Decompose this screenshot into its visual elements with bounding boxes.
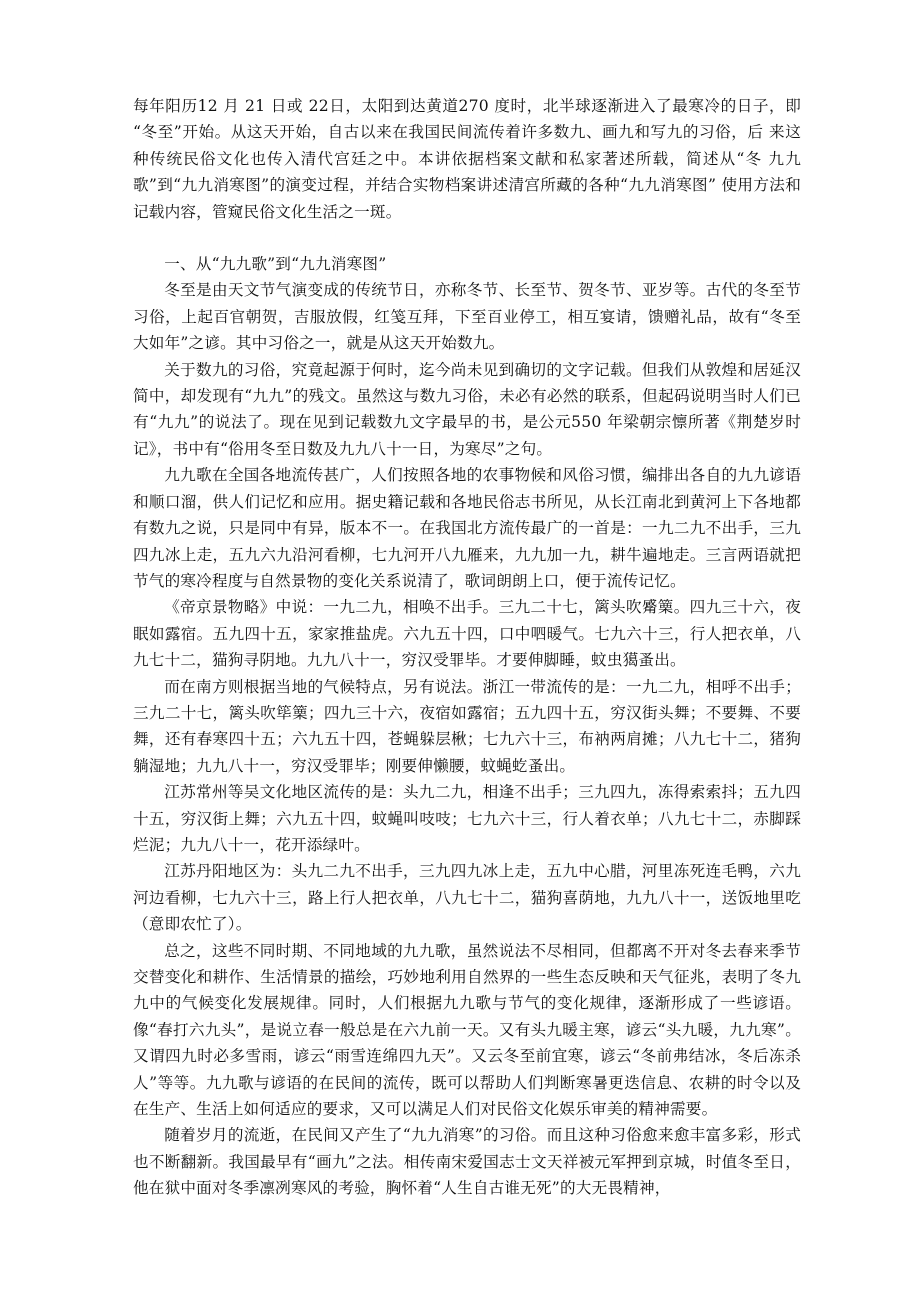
- body-paragraph: 江苏常州等吴文化地区流传的是：头九二九，相逢不出手；三九四九，冻得索索抖；五九四十五，穷汉街上舞；六九五十四，蚊蝇叫吱吱；七九六十三，行人着衣单；八九七十二，赤脚踩烂泥；九九八十一，花开添绿叶。: [133, 783, 801, 854]
- body-paragraph: 关于数九的习俗，究竟起源于何时，迄今尚未见到确切的文字记载。但我们从敦煌和居延汉简中，却发现有“九九”的残文。虽然这与数九习俗，未必有必然的联系，但起码说明当时人们已有“九九”的说法了。现在见到记载数九文字最早的书，是公元550 年梁朝宗懔所著《荆楚岁时记》，书中有“俗用冬至日数及九九八十一日，为寒尽”之句。: [133, 360, 801, 458]
- body-paragraph: 冬至是由天文节气演变成的传统节日，亦称冬节、长至节、贺冬节、亚岁等。古代的冬至节习俗，上起百官朝贺，吉服放假，红笺互拜，下至百业停工，相互宴请，馈赠礼品，故有“冬至大如年”之谚。其中习俗之一，就是从这天开始数九。: [133, 281, 801, 353]
- body-paragraph: 总之，这些不同时期、不同地域的九九歌，虽然说法不尽相同，但都离不开对冬去春来季节交替变化和耕作、生活情景的描绘，巧妙地利用自然界的一些生态反映和天气征兆，表明了冬九九中的气候变化发展规律。同时，人们根据九九歌与节气的变化规律，逐渐形成了一些谚语。像“春打六九头”，是说立春一般总是在六九前一天。又有头九暖主寒，谚云“头九暖，九九寒”。又谓四九时必多雪雨，谚云“雨雪连绵四九天”。又云冬至前宜寒，谚云“冬前弗结冰，冬后冻杀人”等等。九九歌与谚语的在民间的流传，既可以帮助人们判断寒暑更迭信息、农耕的时令以及在生产、生活上如何适应的要求，又可以满足人们对民俗文化娱乐审美的精神需要。: [133, 941, 801, 1119]
- body-paragraph: 《帝京景物略》中说：一九二九，相唤不出手。三九二十七，篱头吹觱篥。四九三十六，夜眠如露宿。五九四十五，家家推盐虎。六九五十四，口中呬暖气。七九六十三，行人把衣单，八九七十二，猫狗寻阴地。九九八十一，穷汉受罪毕。才要伸脚睡，蚊虫獦蚤出。: [133, 598, 801, 670]
- body-paragraph: 而在南方则根据当地的气候特点，另有说法。浙江一带流传的是：一九二九，相呼不出手；三九二十七，篱头吹筚篥；四九三十六，夜宿如露宿；五九四十五，穷汉街头舞；不要舞、不要舞，还有春寒四十五；六九五十四，苍蝇躲层楸；七九六十三，布衲两肩摊；八九七十二，猪狗躺湿地；九九八十一，穷汉受罪毕；刚要伸懒腰，蚊蝇虼蚤出。: [133, 677, 801, 775]
- section-heading: 一、从“九九歌”到“九九消寒图”: [164, 255, 387, 274]
- document-page: [133, 93, 801, 1202]
- intro-paragraph: 每年阳历12 月 21 日或 22日，太阳到达黄道270 度时，北半球逐渐进入了最寒冷的日子，即 “冬至”开始。从这天开始，自古以来在我国民间流传着许多数九、画九和写九的习俗，后 来这种传统民俗文化也传入清代宫廷之中。本讲依据档案文献和私家著述所载，简述从“冬 九九歌”到“九九消寒图”的演变过程，并结合实物档案讲述清宫所藏的各种“九九消寒图” 使用方法和记载内容，管窥民俗文化生活之一斑。: [133, 97, 801, 221]
- body-paragraph: 随着岁月的流逝，在民间又产生了“九九消寒”的习俗。而且这种习俗愈来愈丰富多彩，形式也不断翻新。我国最早有“画九”之法。相传南宋爱国志士文天祥被元军押到京城，时值冬至日，他在狱中面对冬季凛冽寒风的考验，胸怀着“人生自古谁无死”的大无畏精神，: [133, 1126, 801, 1198]
- body-paragraph: 九九歌在全国各地流传甚广，人们按照各地的农事物候和风俗习惯，编排出各自的九九谚语和顺口溜，供人们记忆和应用。据史籍记载和各地民俗志书所见，从长江南北到黄河上下各地都有数九之说，只是同中有异，版本不一。在我国北方流传最广的一首是：一九二九不出手，三九四九冰上走，五九六九沿河看柳，七九河开八九雁来，九九加一九，耕牛遍地走。三言两语就把节气的寒冷程度与自然景物的变化关系说清了，歌词朗朗上口，便于流传记忆。: [133, 466, 801, 590]
- body-paragraph: 江苏丹阳地区为：头九二九不出手，三九四九冰上走，五九中心腊，河里冻死连毛鸭，六九河边看柳，七九六十三，路上行人把衣单，八九七十二，猫狗喜荫地，九九八十一，送饭地里吃（意即农忙了）。: [133, 862, 801, 934]
